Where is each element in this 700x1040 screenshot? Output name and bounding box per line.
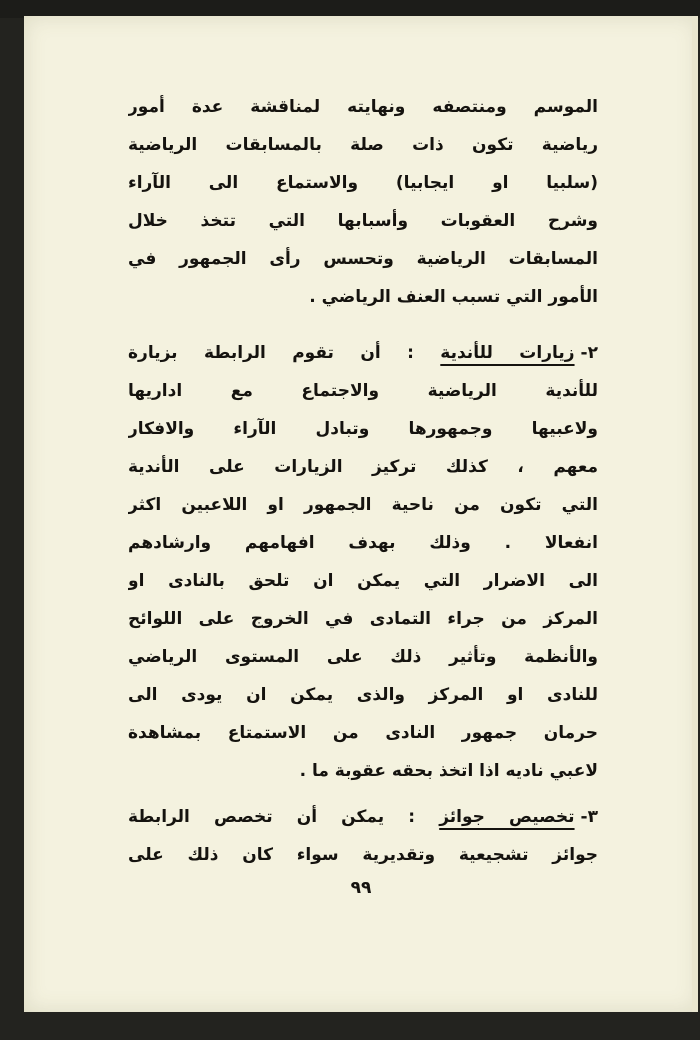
text-line: جوائز تشجيعية وتقديرية سواء كان ذلك على [128, 845, 598, 865]
item-number: ٢- [580, 343, 598, 363]
text-line: المسابقات الرياضية وتحسس رأى الجمهور في [128, 249, 598, 269]
text-line: الموسم ومنتصفه ونهايته لمناقشة عدة أمور [128, 97, 598, 117]
text-line: الأمور التي تسبب العنف الرياضي . [309, 287, 598, 307]
text-line: (سلبيا او ايجابيا) والاستماع الى الآراء [128, 173, 598, 193]
item-first-line [128, 334, 598, 372]
text-line: رياضية تكون ذات صلة بالمسابقات الرياضية [128, 135, 598, 155]
item-first-line-text: : يمكن أن تخصص الرابطة [128, 807, 416, 827]
text-line: معهم ، كذلك تركيز الزيارات على الأندية [128, 457, 598, 477]
text-line: ولاعبيها وجمهورها وتبادل الآراء والافكار [128, 419, 598, 439]
text-line: حرمان جمهور النادى من الاستمتاع بمشاهدة [128, 723, 598, 743]
item-heading: تخصيص جوائز [439, 807, 575, 827]
item-heading: زيارات للأندية [440, 343, 575, 363]
text-line: لاعبي ناديه اذا اتخذ بحقه عقوبة ما . [299, 761, 598, 781]
text-line: انفعالا . وذلك بهدف افهامهم وارشادهم [128, 533, 598, 553]
text-line: للنادى او المركز والذى يمكن ان يودى الى [128, 685, 598, 705]
text-line: التي تكون من ناحية الجمهور او اللاعبين اكثر [128, 495, 598, 515]
paragraph-1 [128, 88, 598, 316]
item-first-line-text: : أن تقوم الرابطة بزيارة [128, 343, 414, 363]
paragraph-3 [128, 798, 598, 874]
page-number: ٩٩ [350, 878, 372, 898]
text-line: وشرح العقوبات وأسبابها التي تتخذ خلال [128, 211, 598, 231]
text-line: الى الاضرار التي يمكن ان تلحق بالنادى او [128, 571, 598, 591]
item-first-line [128, 798, 598, 836]
text-line: المركز من جراء التمادى في الخروج على اللوائح [128, 609, 598, 629]
paragraph-2 [128, 334, 598, 790]
text-line: والأنظمة وتأثير ذلك على المستوى الرياضي [128, 647, 598, 667]
text-line: للأندية الرياضية والاجتماع مع اداريها [128, 381, 598, 401]
page-edge [692, 16, 698, 1012]
item-number: ٣- [580, 807, 598, 827]
book-page [24, 16, 698, 1012]
